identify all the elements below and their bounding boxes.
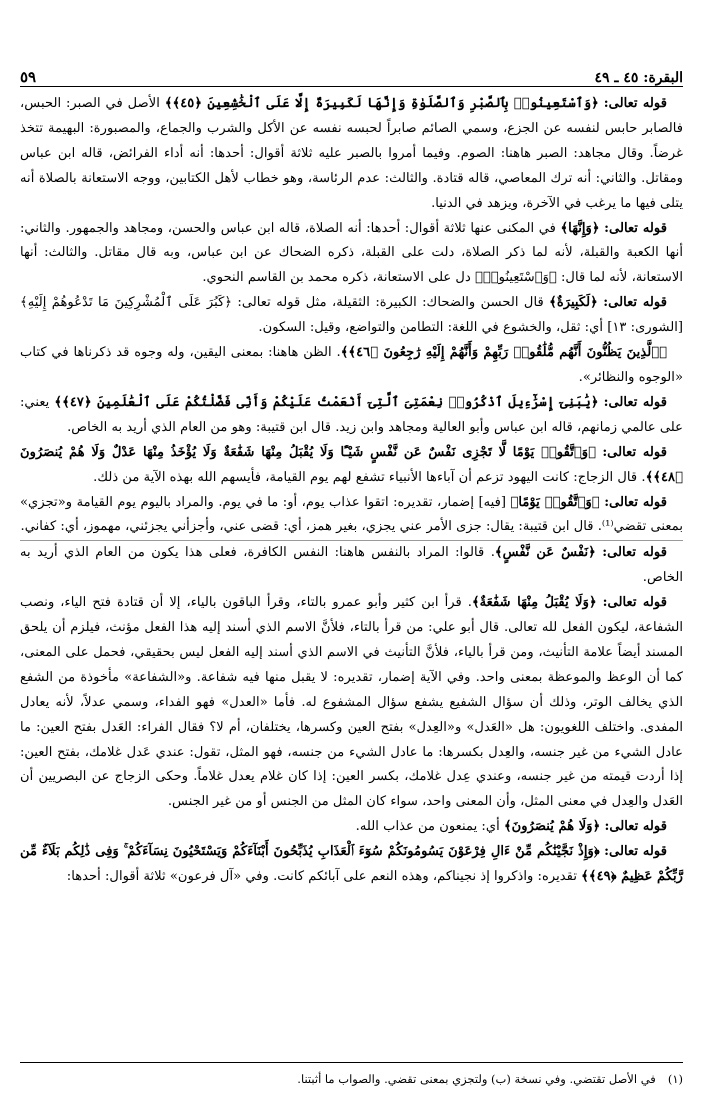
paragraph bbox=[20, 491, 683, 542]
quran-verse: ﴿وَٱسْتَعِينُوا۟ بِٱلصَّبْرِ وَٱلصَّلَوٰةِ وَإِنَّهَا لَكَبِيرَةٌ إِلَّا عَلَى ٱلْخَٰشِعِينَ ﴿٤٥﴾﴾ bbox=[164, 96, 599, 111]
paragraph-text: أي: يمنعون من عذاب الله. bbox=[355, 819, 504, 835]
paragraph-label: قوله تعالى: bbox=[604, 220, 667, 236]
paragraph-text: يعني: على عالمي زمانهم، قاله ابن عباس وأبو العالية ومجاهد وابن زيد. قال ابن قتيبة: وهو من العام الذي أريد به الخاص. bbox=[20, 394, 683, 435]
quran-verse: ﴿وَٱتَّقُوا۟ يَوْمًا لَّا تَجْزِى نَفْسٌ عَن نَّفْسٍ شَيْـًٔا وَلَا يُقْبَلُ مِنْهَا شَفَٰعَةٌ وَلَا يُؤْخَذُ مِنْهَا عَدْلٌ وَلَا هُمْ يُنصَرُونَ ﴿٤٨﴾﴾ bbox=[20, 444, 683, 485]
footnote bbox=[20, 1071, 683, 1087]
paragraph-label: قوله تعالى: bbox=[602, 444, 667, 460]
paragraph-label: قوله تعالى: bbox=[603, 394, 667, 410]
quran-verse: ﴿وَلَا يُقْبَلُ مِنْهَا شَفَٰعَةٌ﴾ bbox=[471, 595, 597, 611]
paragraph bbox=[20, 541, 683, 591]
quran-verse: ﴿يَٰبَنِىٓ إِسْرَٰٓءِيلَ ٱذْكُرُوا۟ نِعْمَتِىَ ٱلَّتِىٓ أَنْعَمْتُ عَلَيْكُمْ وَأَنِّى فَضَّلْتُكُمْ عَلَى ٱلْعَٰلَمِينَ ﴿٤٧﴾﴾ bbox=[54, 394, 599, 410]
paragraph bbox=[20, 441, 683, 491]
paragraph-text: . قالوا: المراد بالنفس هاهنا: النفس الكافرة، فعلى هذا يكون من العام الذي أريد به الخاص. bbox=[20, 545, 683, 586]
quran-verse: ﴿نَفْسٌ عَن نَّفْسٍ﴾ bbox=[494, 545, 596, 561]
paragraph bbox=[20, 591, 683, 815]
page-body bbox=[20, 92, 683, 890]
paragraph-text: . قال الزجاج: كانت اليهود تزعم أن آباءها الأنبياء تشفع لهم يوم القيامة، فأيسهم الله بهذه الآية من ذلك. bbox=[93, 469, 646, 485]
paragraph bbox=[20, 815, 683, 840]
paragraph-text: قال الحسن والضحاك: الكبيرة: الثقيلة، مثل قوله تعالى: ﴿كَبُرَ عَلَى ٱلْمُشْرِكِينَ مَا تَدْعُوهُمْ إِلَيْهِ﴾ [الشورى: ١٣] أي: ثقل، والخشوع في اللغة: التطامن والتواضع، وقيل: السكون. bbox=[20, 295, 683, 336]
paragraph-text: . الظن هاهنا: بمعنى اليقين، وله وجوه قد ذكرناها في كتاب «الوجوه والنظائر». bbox=[20, 345, 683, 385]
footnotes bbox=[20, 1062, 683, 1087]
paragraph bbox=[20, 341, 683, 391]
footnote-text: في الأصل تقتضي. وفي نسخة (ب) ولتجزي بمعنى تقضي. والصواب ما أثبتنا. bbox=[297, 1072, 656, 1086]
paragraph bbox=[20, 291, 683, 341]
paragraph-text: في المكنى عنها ثلاثة أقوال: أحدها: أنه الصلاة، قاله ابن عباس والحسن، ومجاهد والجمهور. والثاني: أنها الكعبة والقبلة، لأنه لما ذكر الصلاة، دلت على القبلة، ذكره الضحاك عن ابن عباس، وبه قال مقاتل. والثالث: أنها الاستعانة، لأنه لما قال: ﴿وَٱسْتَعِينُوا۟﴾ دل على الاستعانة، ذكره محمد بن القاسم النحوي. bbox=[20, 220, 683, 286]
paragraph-label: قوله تعالى: bbox=[603, 96, 667, 111]
quran-verse: ﴿وَلَا هُمْ يُنصَرُونَ﴾ bbox=[503, 819, 601, 835]
quran-verse: ﴿وَإِذْ نَجَّيْنَٰكُم مِّنْ ءَالِ فِرْعَوْنَ يَسُومُونَكُمْ سُوٓءَ ٱلْعَذَابِ يُذَبِّحُونَ أَبْنَآءَكُمْ وَيَسْتَحْيُونَ نِسَآءَكُمْ ۚ وَفِى ذَٰلِكُم بَلَآءٌ مِّن رَّبِّكُمْ عَظِيمٌ ﴿٤٩﴾﴾ bbox=[20, 844, 683, 885]
paragraph-label: قوله تعالى: bbox=[603, 295, 667, 311]
page-number: ٥٩ bbox=[20, 68, 37, 86]
paragraph-label: قوله تعالى: bbox=[602, 545, 667, 561]
paragraph bbox=[20, 840, 683, 890]
paragraph-text: [فيه] إضمار، تقديره: اتقوا عذاب يوم، أو: ما في يوم. والمراد باليوم يوم القيامة و«تجزي» بمعنى تقضي⁽¹⁾. قال ابن قتيبة: يقال: جزى الأمر عني يجزي، بغير همز، أي: قضى عني، وأجزأني يجزئني، مهموز، أي: كفاني. bbox=[20, 494, 683, 535]
paragraph-label: قوله تعالى: bbox=[604, 494, 667, 510]
paragraph-text: . قرأ ابن كثير وأبو عمرو بالتاء، وقرأ الباقون بالياء، إلا أن قتادة فتح الياء، ونصب الشفاعة، ليكون الفعل لله تعالى. قال أبو علي: من قرأ بالتاء، فلأنَّ الاسم الذي أسند إليه هذا الفعل مؤنث، فيلزم أن يلحق المسند أيضاً علامة التأنيث، ومن قرأ بالياء، فلأنَّ التأنيث في الاسم الذي أسند إليه الفعل ليس بحقيقي، فحمل على المعنى، كما أن الوعظ والموعظة بمعنى واحد. وفي الآية إضمار، تقديره: لا يقبل منها فيه شفاعة. و«الشفاعة» مأخوذة من الشفع الذي يخالف الوتر، وذلك أن سؤال الشفيع يشفع سؤال المشفوع له. فأما «العدل» فهو الفداء، وسمي عدلاً، لأنه يعادل المفدى. واختلف اللغويون: هل «العَدل» و«العِدل» بفتح العين وكسرها، يختلفان، أم لا؟ فقال الفراء: العَدل بفتح العين: ما عادل الشيء من غير جنسه، والعِدل بكسرها: ما عادل الشيء من جنسه، فهو المثل، تقول: عندي عَدل غلامك، بفتح العين: إذا أردت قيمته من غير جنسه، وعندي عِدل غلامك، بكسر العين: إذا كان غلام يعدل غلاماً. وحكى الزجاج عن البصريين أن العَدل والعِدل في معنى المثل، وأن المعنى واحد، سواء كان المثل من الجنس أو من غير الجنس. bbox=[20, 595, 683, 810]
paragraph-text: الأصل في الصبر: الحبس، فالصابر حابس لنفسه عن الجزع، وسمي الصائم صابراً لحبسه نفسه عن الأكل والشرب والجماع، والمصبورة: البهيمة تتخذ غرضاً. وقال مجاهد: الصبر هاهنا: الصوم. وفيما أمروا بالصبر عليه ثلاثة أقوال: أحدها: أنه أداء الفرائض، قاله ابن عباس ومقاتل. والثاني: أنه ترك المعاصي، قاله قتادة. والثالث: عدم الرئاسة، وهو خطاب لأهل الكتابين، ووجه الاستعانة بالصلاة أنه يتلى فيها ما يرغب في الآخرة، ويزهد في الدنيا. bbox=[20, 96, 683, 211]
paragraph-label: قوله تعالى: bbox=[602, 595, 667, 611]
paragraph bbox=[20, 92, 683, 217]
quran-verse: ﴿ٱلَّذِينَ يَظُنُّونَ أَنَّهُم مُّلَٰقُوا۟ رَبِّهِمْ وَأَنَّهُمْ إِلَيْهِ رَٰجِعُونَ ﴿٤٦﴾﴾ bbox=[340, 345, 667, 361]
paragraph bbox=[20, 391, 683, 441]
running-title: البقرة: ٤٥ ـ ٤٩ bbox=[594, 70, 683, 86]
page-header bbox=[20, 64, 683, 87]
paragraph-text: تقديره: واذكروا إذ نجيناكم، وهذه النعم على آبائكم كانت. وفي «آل فرعون» ثلاثة أقوال: أحدها: bbox=[66, 869, 582, 885]
quran-verse: ﴿وَٱتَّقُوا۟ يَوْمًا﴾ bbox=[510, 494, 600, 510]
quran-verse: ﴿وَإِنَّهَا﴾ bbox=[560, 220, 600, 236]
footnote-number: (١) bbox=[667, 1072, 683, 1086]
paragraph-label: قوله تعالى: bbox=[604, 844, 667, 860]
paragraph-label: قوله تعالى: bbox=[604, 819, 667, 835]
paragraph bbox=[20, 217, 683, 292]
quran-verse: ﴿لَكَبِيرَةٌ﴾ bbox=[549, 295, 598, 311]
